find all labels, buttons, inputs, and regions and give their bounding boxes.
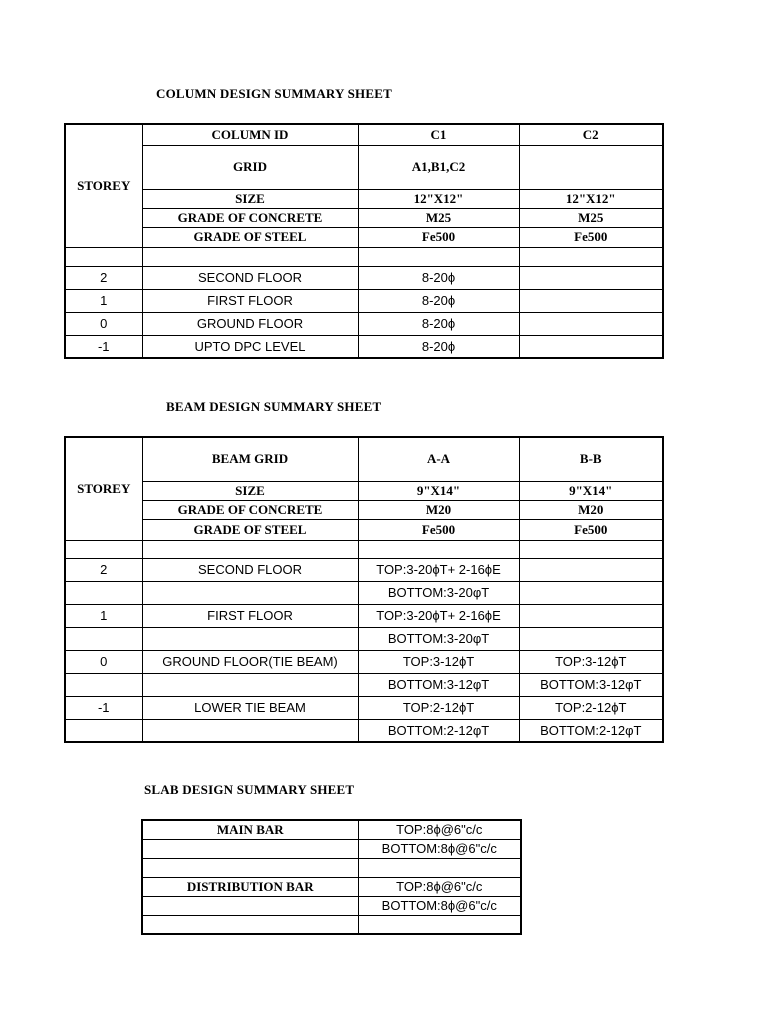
rebar-cell: TOP:8ϕ@6"c/c: [358, 820, 521, 839]
table-row: [65, 189, 663, 208]
table-row: [65, 604, 663, 627]
storey-cell: [65, 540, 142, 558]
rebar-cell: [358, 858, 521, 877]
rebar-cell: BOTTOM:3-20φT: [358, 627, 519, 650]
table-row: [142, 820, 521, 839]
floor-cell: SECOND FLOOR: [142, 266, 358, 289]
header-label: COLUMN ID: [142, 124, 358, 145]
table-row: [65, 266, 663, 289]
rebar-cell: [358, 540, 519, 558]
storey-cell: 1: [65, 604, 142, 627]
rebar-cell: [519, 581, 663, 604]
table-row: [142, 839, 521, 858]
bar-type-cell: [142, 839, 358, 858]
storey-cell: 0: [65, 312, 142, 335]
table-row: [65, 312, 663, 335]
storey-cell: -1: [65, 335, 142, 358]
header-label: GRADE OF STEEL: [142, 227, 358, 247]
rebar-cell: [519, 335, 663, 358]
header-value: C2: [519, 124, 663, 145]
column-section-title: COLUMN DESIGN SUMMARY SHEET: [156, 86, 392, 101]
rebar-cell: BOTTOM:3-20φT: [358, 581, 519, 604]
rebar-cell: [519, 312, 663, 335]
table-row: [142, 915, 521, 934]
table-row: [142, 877, 521, 896]
storey-header: STOREY: [65, 437, 142, 540]
storey-cell: 1: [65, 289, 142, 312]
storey-cell: -1: [65, 696, 142, 719]
table-row: [65, 437, 663, 481]
floor-cell: FIRST FLOOR: [142, 289, 358, 312]
table-row: [65, 124, 663, 145]
rebar-cell: TOP:3-20ϕT+ 2-16ϕE: [358, 604, 519, 627]
rebar-cell: [519, 266, 663, 289]
rebar-cell: TOP:3-12ϕT: [358, 650, 519, 673]
rebar-cell: BOTTOM:2-12φT: [519, 719, 663, 742]
header-label: SIZE: [142, 481, 358, 500]
header-label: GRADE OF CONCRETE: [142, 500, 358, 519]
rebar-cell: BOTTOM:2-12φT: [358, 719, 519, 742]
storey-cell: [65, 581, 142, 604]
rebar-cell: [519, 247, 663, 266]
floor-cell: [142, 719, 358, 742]
storey-cell: [65, 247, 142, 266]
floor-cell: [142, 581, 358, 604]
floor-cell: SECOND FLOOR: [142, 558, 358, 581]
header-value: Fe500: [519, 227, 663, 247]
rebar-cell: 8-20ϕ: [358, 335, 519, 358]
header-value: [519, 145, 663, 189]
rebar-cell: [358, 915, 521, 934]
header-value: Fe500: [519, 519, 663, 540]
header-label: GRADE OF CONCRETE: [142, 208, 358, 227]
rebar-cell: [519, 604, 663, 627]
table-row: [65, 558, 663, 581]
table-row: [65, 540, 663, 558]
table-row: [65, 289, 663, 312]
header-value: 12"X12": [358, 189, 519, 208]
rebar-cell: [519, 558, 663, 581]
header-value: A-A: [358, 437, 519, 481]
header-value: 9"X14": [519, 481, 663, 500]
slab-design-table: [141, 819, 522, 935]
table-row: [65, 335, 663, 358]
rebar-cell: 8-20ϕ: [358, 266, 519, 289]
table-row: [65, 247, 663, 266]
header-value: M25: [519, 208, 663, 227]
rebar-cell: BOTTOM:8ϕ@6"c/c: [358, 839, 521, 858]
rebar-cell: 8-20ϕ: [358, 312, 519, 335]
table-row: [65, 581, 663, 604]
header-value: 9"X14": [358, 481, 519, 500]
beam-design-table: [64, 436, 664, 743]
bar-type-cell: DISTRIBUTION BAR: [142, 877, 358, 896]
rebar-cell: [519, 289, 663, 312]
bar-type-cell: [142, 858, 358, 877]
rebar-cell: TOP:2-12ϕT: [519, 696, 663, 719]
header-value: Fe500: [358, 519, 519, 540]
table-row: [65, 481, 663, 500]
header-value: B-B: [519, 437, 663, 481]
table-row: [65, 627, 663, 650]
rebar-cell: [358, 247, 519, 266]
floor-cell: UPTO DPC LEVEL: [142, 335, 358, 358]
bar-type-cell: [142, 915, 358, 934]
table-row: [65, 650, 663, 673]
table-row: [65, 696, 663, 719]
table-row: [65, 519, 663, 540]
table-row: [65, 500, 663, 519]
rebar-cell: BOTTOM:3-12φT: [358, 673, 519, 696]
rebar-cell: BOTTOM:3-12φT: [519, 673, 663, 696]
rebar-cell: 8-20ϕ: [358, 289, 519, 312]
table-row: [142, 896, 521, 915]
floor-cell: [142, 540, 358, 558]
table-row: [65, 208, 663, 227]
header-value: 12"X12": [519, 189, 663, 208]
storey-cell: 2: [65, 558, 142, 581]
table-row: [65, 145, 663, 189]
header-value: C1: [358, 124, 519, 145]
floor-cell: LOWER TIE BEAM: [142, 696, 358, 719]
rebar-cell: TOP:3-12ϕT: [519, 650, 663, 673]
slab-section-title: SLAB DESIGN SUMMARY SHEET: [144, 782, 355, 797]
table-row: [65, 227, 663, 247]
header-value: M20: [358, 500, 519, 519]
storey-cell: 0: [65, 650, 142, 673]
floor-cell: [142, 627, 358, 650]
header-value: Fe500: [358, 227, 519, 247]
storey-cell: [65, 719, 142, 742]
rebar-cell: TOP:8ϕ@6"c/c: [358, 877, 521, 896]
bar-type-cell: MAIN BAR: [142, 820, 358, 839]
header-label: GRID: [142, 145, 358, 189]
storey-cell: 2: [65, 266, 142, 289]
table-row: [65, 673, 663, 696]
header-value: M20: [519, 500, 663, 519]
rebar-cell: [519, 540, 663, 558]
floor-cell: GROUND FLOOR: [142, 312, 358, 335]
header-label: SIZE: [142, 189, 358, 208]
storey-cell: [65, 627, 142, 650]
header-label: GRADE OF STEEL: [142, 519, 358, 540]
floor-cell: [142, 247, 358, 266]
floor-cell: [142, 673, 358, 696]
header-value: M25: [358, 208, 519, 227]
storey-cell: [65, 673, 142, 696]
bar-type-cell: [142, 896, 358, 915]
rebar-cell: TOP:3-20ϕT+ 2-16ϕE: [358, 558, 519, 581]
column-design-table: [64, 123, 664, 359]
storey-header: STOREY: [65, 124, 142, 247]
rebar-cell: TOP:2-12ϕT: [358, 696, 519, 719]
beam-section-title: BEAM DESIGN SUMMARY SHEET: [166, 399, 382, 414]
rebar-cell: [519, 627, 663, 650]
floor-cell: GROUND FLOOR(TIE BEAM): [142, 650, 358, 673]
rebar-cell: BOTTOM:8ϕ@6"c/c: [358, 896, 521, 915]
header-value: A1,B1,C2: [358, 145, 519, 189]
table-row: [142, 858, 521, 877]
table-row: [65, 719, 663, 742]
floor-cell: FIRST FLOOR: [142, 604, 358, 627]
header-label: BEAM GRID: [142, 437, 358, 481]
